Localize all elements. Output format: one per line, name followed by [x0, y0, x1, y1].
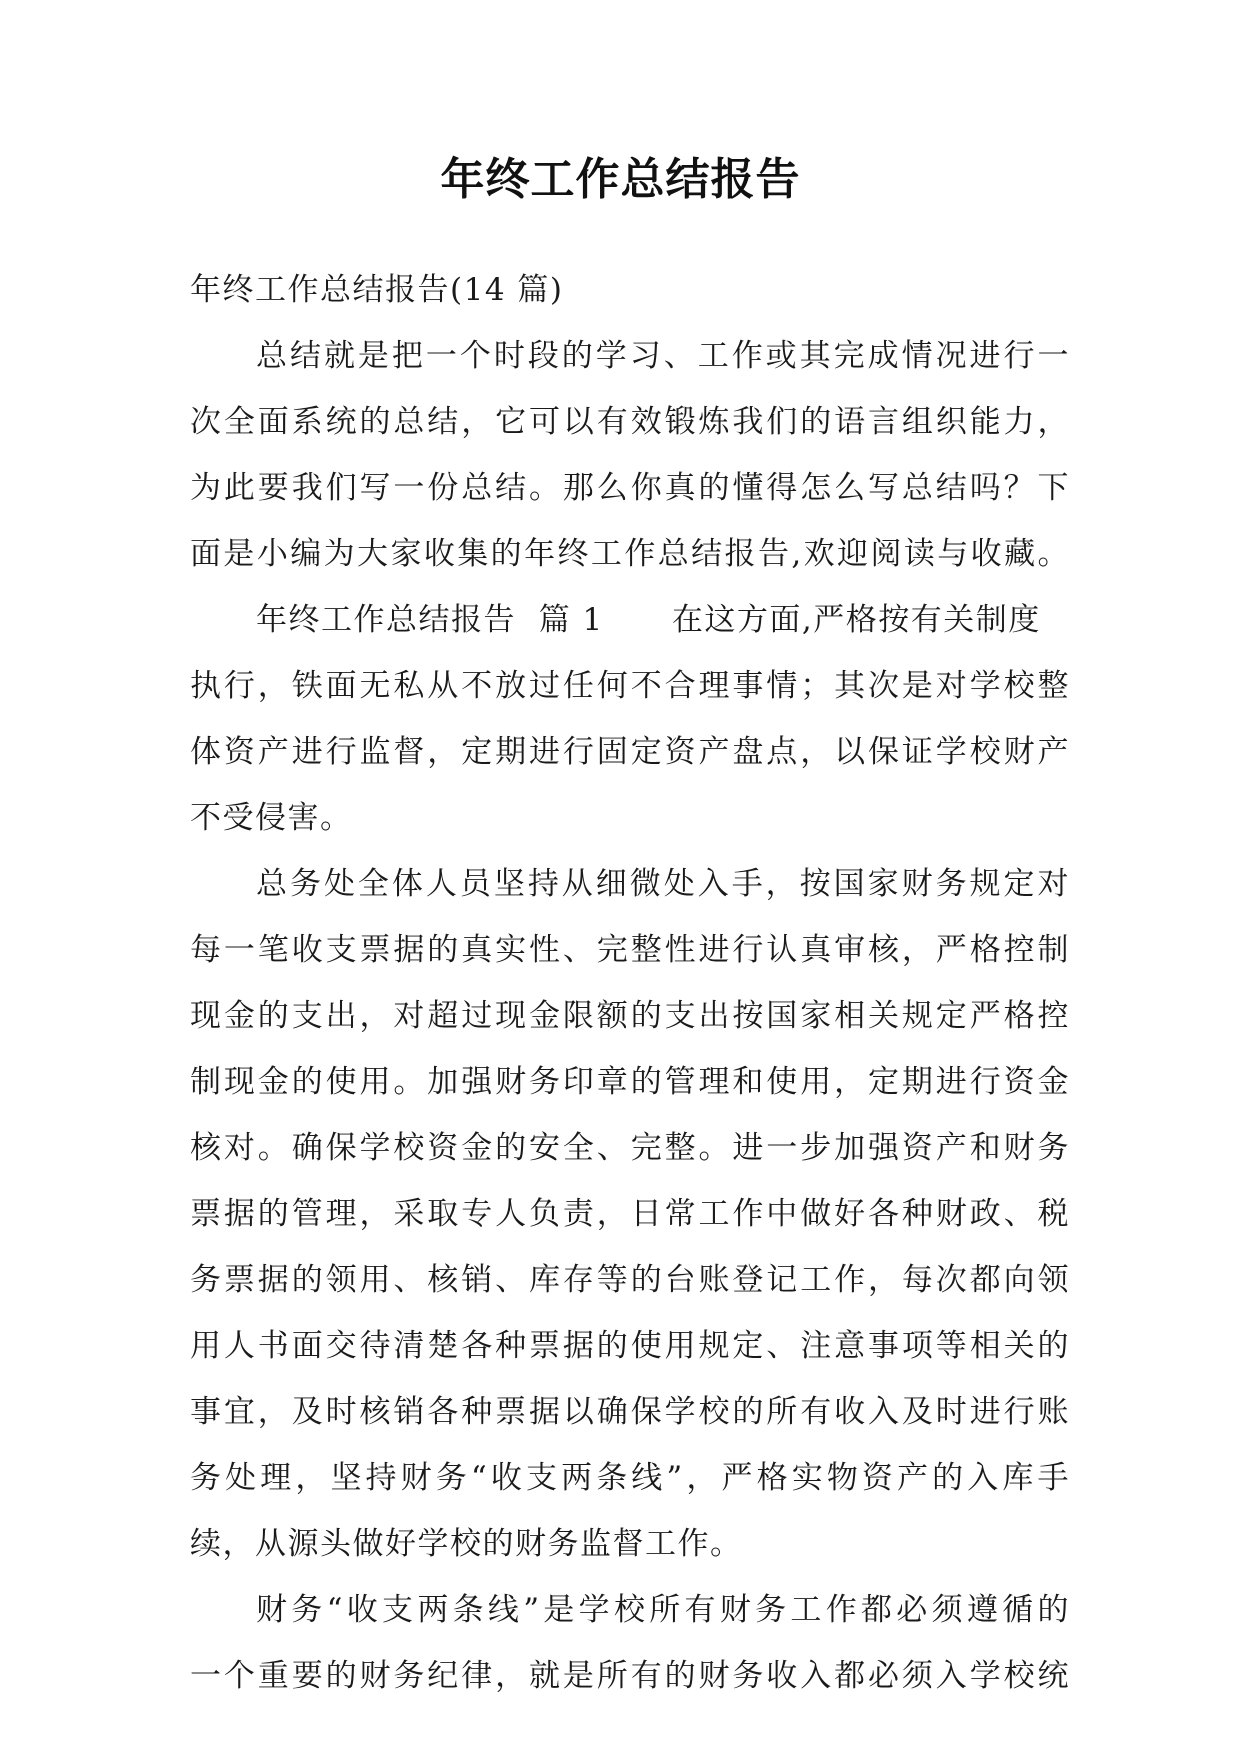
text-line: 务处理，坚持财务“收支两条线”，严格实物资产的入库手 — [190, 1460, 1070, 1496]
text-line: 续，从源头做好学校的财务监督工作。 — [190, 1526, 743, 1562]
text-line: 核对。确保学校资金的安全、完整。进一步加强资产和财务 — [190, 1130, 1070, 1166]
text-line: 一个重要的财务纪律，就是所有的财务收入都必须入学校统 — [190, 1658, 1070, 1694]
text-line: 为此要我们写一份总结。那么你真的懂得怎么写总结吗？下 — [190, 470, 1070, 506]
text-line: 每一笔收支票据的真实性、完整性进行认真审核，严格控制 — [190, 932, 1070, 968]
text-line: 财务“收支两条线”是学校所有财务工作都必须遵循的 — [256, 1592, 1070, 1628]
text-line: 不受侵害。 — [190, 800, 353, 836]
text-line: 面是小编为大家收集的年终工作总结报告,欢迎阅读与收藏。 — [190, 536, 1070, 572]
text-line: 制现金的使用。加强财务印章的管理和使用，定期进行资金 — [190, 1064, 1070, 1100]
text-line: 执行，铁面无私从不放过任何不合理事情；其次是对学校整 — [190, 668, 1070, 704]
text-line: 票据的管理，采取专人负责，日常工作中做好各种财政、税 — [190, 1196, 1070, 1232]
text-line: 年终工作总结报告 篇 1 在这方面,严格按有关制度 — [256, 602, 1041, 638]
text-line: 体资产进行监督，定期进行固定资产盘点，以保证学校财产 — [190, 734, 1070, 770]
text-line: 年终工作总结报告(14 篇) — [190, 272, 564, 308]
document-body — [190, 257, 1070, 1709]
text-line: 现金的支出，对超过现金限额的支出按国家相关规定严格控 — [190, 998, 1070, 1034]
text-line: 总结就是把一个时段的学习、工作或其完成情况进行一 — [256, 338, 1070, 374]
document-title: 年终工作总结报告 — [440, 154, 801, 205]
text-line: 务票据的领用、核销、库存等的台账登记工作，每次都向领 — [190, 1262, 1070, 1298]
text-line: 总务处全体人员坚持从细微处入手，按国家财务规定对 — [256, 866, 1070, 902]
text-line: 用人书面交待清楚各种票据的使用规定、注意事项等相关的 — [190, 1328, 1070, 1364]
text-line: 事宜，及时核销各种票据以确保学校的所有收入及时进行账 — [190, 1394, 1070, 1430]
text-line: 次全面系统的总结，它可以有效锻炼我们的语言组织能力， — [190, 404, 1070, 440]
